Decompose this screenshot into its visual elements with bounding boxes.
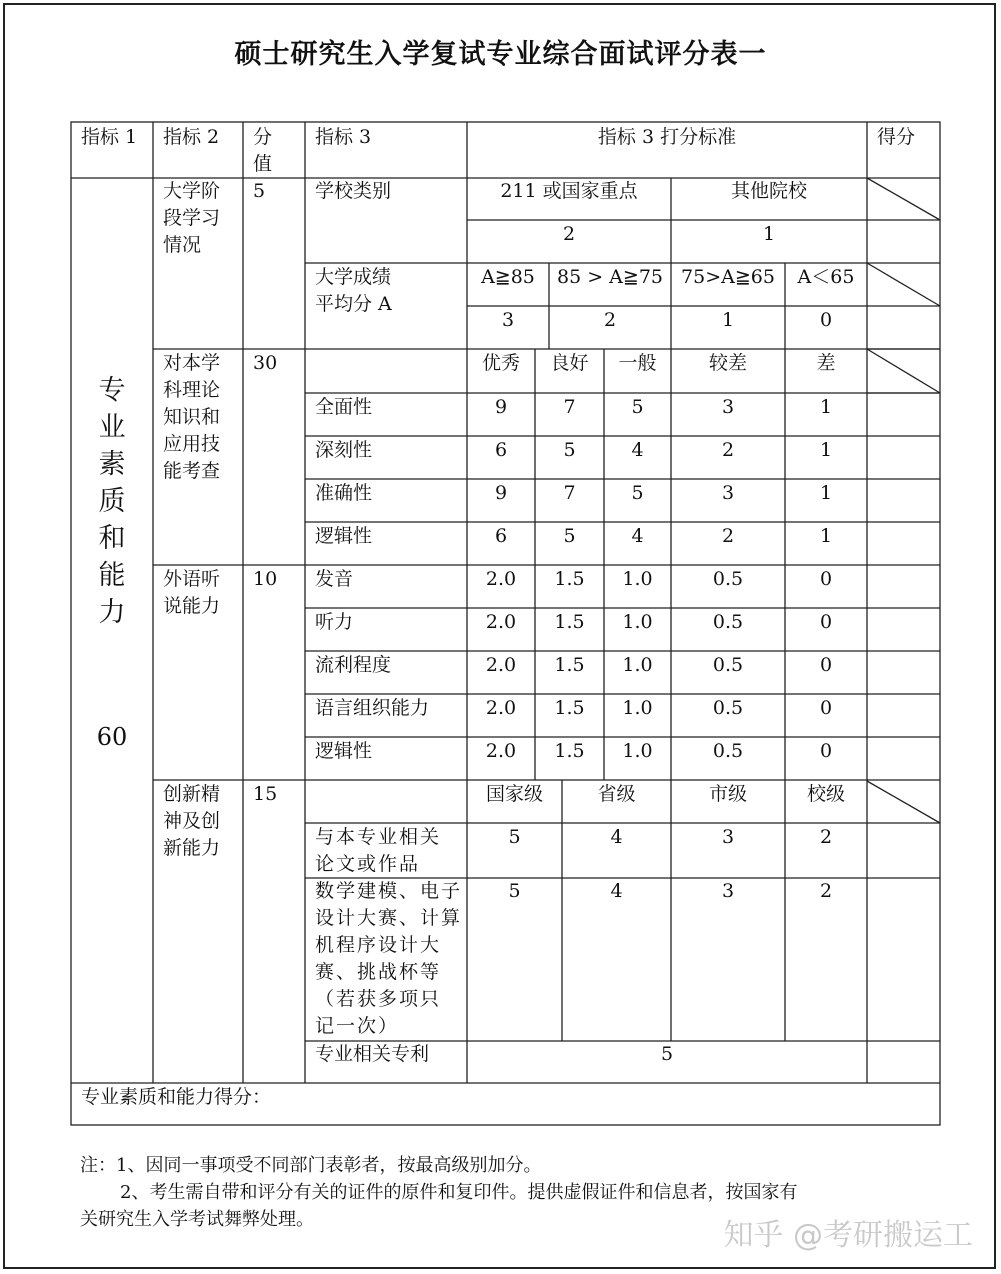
header-indicator-2: 指标 2 xyxy=(163,126,220,148)
row-value: 5 xyxy=(508,826,521,848)
level-header: 市级 xyxy=(708,783,747,805)
row-value: 4 xyxy=(631,439,644,461)
row-value: 2.0 xyxy=(485,654,517,676)
row-value: 7 xyxy=(563,482,576,504)
row-value: 2 xyxy=(721,525,735,547)
section1-name: 大学阶 段学习 情况 xyxy=(163,180,221,256)
row-value: 1.5 xyxy=(554,654,585,676)
grade-header: 优秀 xyxy=(481,352,520,374)
row-value: 5 xyxy=(631,482,644,504)
row-label: 听力 xyxy=(315,611,354,633)
grade-header: 一般 xyxy=(618,352,657,374)
school-other: 其他院校 xyxy=(730,180,807,202)
row-value: 2.0 xyxy=(485,697,517,719)
category-label: 专业素质和能力 xyxy=(98,375,126,628)
school-key: 211 或国家重点 xyxy=(500,180,638,202)
row-value: 5 xyxy=(660,1043,674,1065)
row-value: 2 xyxy=(819,826,833,848)
header-indicator-3: 指标 3 xyxy=(315,126,372,148)
row-value: 3 xyxy=(721,880,735,902)
row-value: 1.5 xyxy=(554,697,585,719)
gpa-score: 2 xyxy=(603,309,617,331)
row-value: 5 xyxy=(508,880,521,902)
row-value: 0 xyxy=(819,568,833,590)
row-value: 1.0 xyxy=(622,654,653,676)
row-value: 1 xyxy=(819,396,833,418)
section4-points: 15 xyxy=(253,783,278,805)
row-value: 4 xyxy=(631,525,644,547)
note-2-line2: 关研究生入学考试舞弊处理。 xyxy=(80,1209,314,1230)
row-value: 9 xyxy=(494,396,508,418)
school-key-score: 2 xyxy=(562,223,576,245)
grade-header: 良好 xyxy=(550,352,589,374)
row-value: 0 xyxy=(819,697,833,719)
section2-name: 对本学 科理论 知识和 应用技 能考查 xyxy=(163,352,221,482)
section3-name: 外语听 说能力 xyxy=(163,568,221,617)
school-type-label: 学校类别 xyxy=(315,180,392,202)
gpa-header: A＜65 xyxy=(797,266,855,288)
section3-points: 10 xyxy=(253,568,278,590)
row-value: 2 xyxy=(819,880,833,902)
note-1: 注：1、因同一事项受不同部门表彰者，按最高级别加分。 xyxy=(80,1155,542,1176)
level-header: 省级 xyxy=(597,783,636,805)
row-value: 1.0 xyxy=(622,568,653,590)
row-value: 1 xyxy=(819,439,833,461)
row-value: 0.5 xyxy=(712,740,744,762)
category-score: 60 xyxy=(96,723,128,751)
row-value: 4 xyxy=(610,880,623,902)
total-score-label: 专业素质和能力得分： xyxy=(81,1086,272,1108)
grade-header: 较差 xyxy=(708,352,747,374)
row-value: 0.5 xyxy=(712,654,744,676)
row-value: 1.5 xyxy=(554,568,585,590)
gpa-score: 1 xyxy=(721,309,735,331)
row-value: 0.5 xyxy=(712,611,744,633)
level-header: 校级 xyxy=(806,783,845,805)
row-label: 逻辑性 xyxy=(315,525,373,547)
watermark: 知乎 @考研搬运工 xyxy=(723,1218,973,1253)
gpa-header: A≧85 xyxy=(481,266,535,288)
school-other-score: 1 xyxy=(762,223,776,245)
form-title: 硕士研究生入学复试专业综合面试评分表一 xyxy=(234,39,767,70)
row-value: 4 xyxy=(610,826,623,848)
gpa-score: 3 xyxy=(501,309,515,331)
row-value: 0.5 xyxy=(712,568,744,590)
row-value: 1.0 xyxy=(622,611,653,633)
row-label: 全面性 xyxy=(315,396,373,418)
row-value: 1.5 xyxy=(554,740,585,762)
row-value: 1 xyxy=(819,482,833,504)
row-value: 2.0 xyxy=(485,611,517,633)
row-label: 专业相关专利 xyxy=(315,1043,430,1065)
row-label: 流利程度 xyxy=(315,654,392,676)
row-value: 1.0 xyxy=(622,697,653,719)
row-value: 2.0 xyxy=(485,740,517,762)
row-value: 1 xyxy=(819,525,833,547)
header-score: 得分 xyxy=(877,126,916,148)
row-value: 5 xyxy=(563,525,576,547)
row-label: 发音 xyxy=(315,568,354,590)
row-label: 深刻性 xyxy=(315,439,373,461)
header-criteria: 指标 3 打分标准 xyxy=(597,126,737,148)
row-value: 3 xyxy=(721,826,735,848)
grade-header: 差 xyxy=(816,352,836,374)
row-label: 数学建模、电子 设计大赛、计算 机程序设计大 赛、挑战杯等 （若获多项只 记一次） xyxy=(315,880,463,1037)
row-value: 0.5 xyxy=(712,697,744,719)
row-value: 3 xyxy=(721,396,735,418)
gpa-score: 0 xyxy=(819,309,833,331)
row-value: 9 xyxy=(494,482,508,504)
header-indicator-1: 指标 1 xyxy=(81,126,138,148)
section4-name: 创新精 神及创 新能力 xyxy=(163,783,221,859)
level-header: 国家级 xyxy=(485,783,543,805)
row-value: 5 xyxy=(631,396,644,418)
row-value: 2.0 xyxy=(485,568,517,590)
gpa-header: 85 > A≧75 xyxy=(557,266,663,288)
row-value: 6 xyxy=(494,439,508,461)
row-label: 逻辑性 xyxy=(315,740,373,762)
row-value: 3 xyxy=(721,482,735,504)
row-value: 0 xyxy=(819,740,833,762)
row-value: 5 xyxy=(563,439,576,461)
header-points: 分 值 xyxy=(253,126,273,175)
section1-points: 5 xyxy=(253,180,266,202)
note-2-line1: 2、考生需自带和评分有关的证件的原件和复印件。提供虚假证件和信息者，按国家有 xyxy=(120,1182,798,1203)
row-value: 0 xyxy=(819,654,833,676)
row-value: 7 xyxy=(563,396,576,418)
gpa-label: 大学成绩 平均分 A xyxy=(315,266,392,315)
row-value: 0 xyxy=(819,611,833,633)
row-value: 1.0 xyxy=(622,740,653,762)
section2-points: 30 xyxy=(253,352,278,374)
row-label: 语言组织能力 xyxy=(315,697,430,719)
gpa-header: 75>A≧65 xyxy=(681,266,775,288)
row-value: 1.5 xyxy=(554,611,585,633)
row-label: 准确性 xyxy=(315,482,373,504)
row-value: 2 xyxy=(721,439,735,461)
row-label: 与本专业相关 论文或作品 xyxy=(315,826,442,875)
row-value: 6 xyxy=(494,525,508,547)
